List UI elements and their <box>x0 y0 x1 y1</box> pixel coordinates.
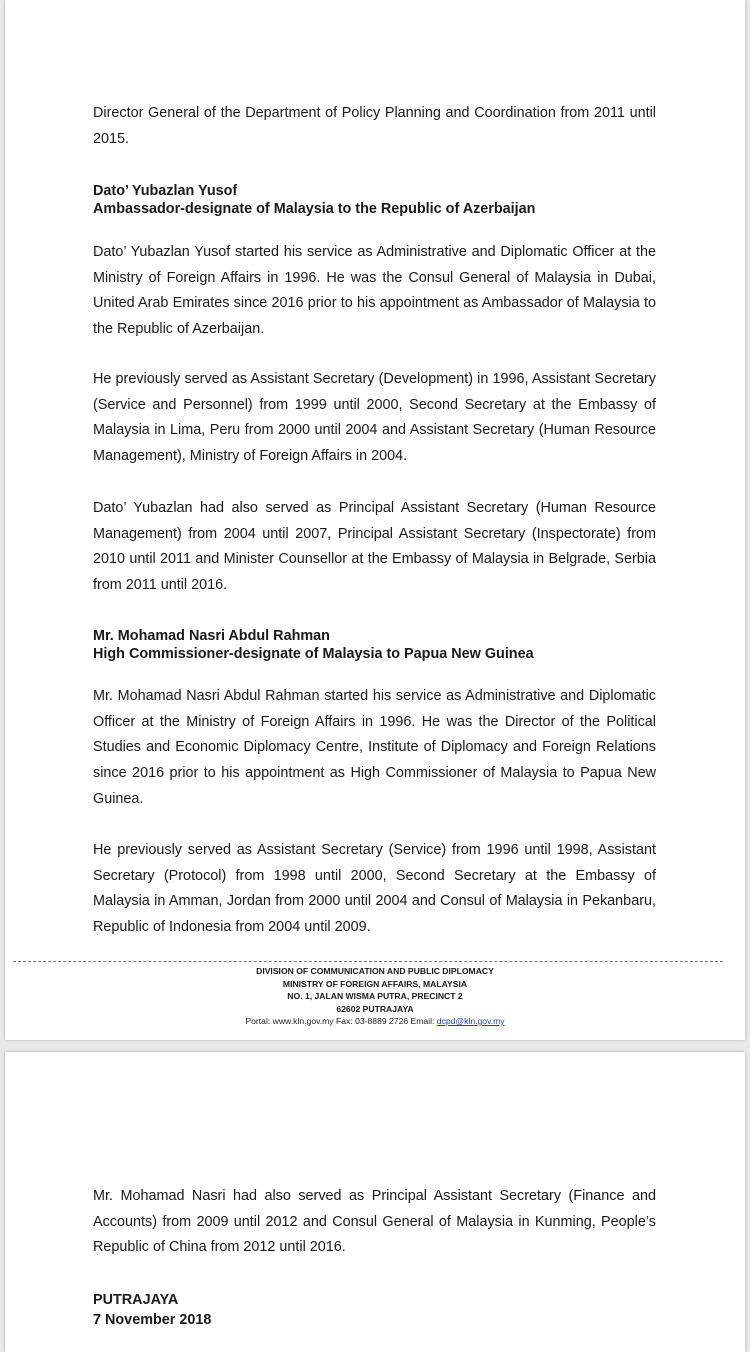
footer-divider <box>13 961 723 962</box>
nasri-paragraph-1: Mr. Mohamad Nasri Abdul Rahman started his service as Administrative and Diplomatic Officer at the Ministry of Foreign Affairs in 1996. He was the Director of the Political Studies and Economic Diplomacy Centre, Institute of Diplomacy and Foreign Relations since 2016 prior to his appointment as High Commissioner of Malaysia to Papua New Guinea. <box>93 688 656 807</box>
page-footer <box>5 965 745 1028</box>
footer-address: NO. 1, JALAN WISMA PUTRA, PRECINCT 2 <box>287 991 463 1001</box>
closing-date: 7 November 2018 <box>93 1312 212 1328</box>
intro-paragraph: Director General of the Department of Policy Planning and Coordination from 2011 until 2015. <box>93 105 656 147</box>
document-page-1 <box>5 0 745 1040</box>
footer-ministry: MINISTRY OF FOREIGN AFFAIRS, MALAYSIA <box>282 978 468 989</box>
yubazlan-paragraph-1: Dato’ Yubazlan Yusof started his service as Administrative and Diplomatic Officer at the Ministry of Foreign Affairs in 1996. He was the Consul General of Malaysia in Dubai, United Arab Emirates since 2016 prior to his appointment as Ambassador of Malaysia to the Republic of Azerbaijan. <box>93 244 656 338</box>
footer-portal-fax: Portal: www.kln.gov.my Fax: 03-8889 2726 Email: <box>245 1016 437 1026</box>
heading-title-azerbaijan: Ambassador-designate of Malaysia to the Republic of Azerbaijan <box>93 201 536 217</box>
yubazlan-paragraph-3: Dato’ Yubazlan had also served as Principal Assistant Secretary (Human Resource Management) from 2004 until 2007, Principal Assistant Secretary (Inspectorate) from 2010 until 2011 and Minister Counsellor at the Embassy of Malaysia in Belgrade, Serbia from 2011 until 2016. <box>93 500 656 594</box>
document-page-2 <box>5 1052 745 1352</box>
footer-email-link[interactable]: dcpd@kln.gov.my <box>436 1016 505 1026</box>
heading-name-yubazlan: Dato’ Yubazlan Yusof <box>93 183 238 199</box>
nasri-paragraph-2: He previously served as Assistant Secretary (Service) from 1996 until 1998, Assistant Secretary (Protocol) from 1998 until 2000, Second Secretary at the Embassy of Malaysia in Amman, Jordan from 2000 until 2004 and Consul of Malaysia in Pekanbaru, Republic of Indonesia from 2004 until 2009. <box>93 842 656 936</box>
heading-name-nasri: Mr. Mohamad Nasri Abdul Rahman <box>93 628 330 644</box>
heading-title-png: High Commissioner-designate of Malaysia to Papua New Guinea <box>93 646 534 662</box>
yubazlan-paragraph-2: He previously served as Assistant Secretary (Development) in 1996, Assistant Secretary (Service and Personnel) from 1999 until 2000, Second Secretary at the Embassy of Malaysia in Lima, Peru from 2000 until 2004 and Assistant Secretary (Human Resource Management), Ministry of Foreign Affairs in 2004. <box>93 371 656 465</box>
footer-division: DIVISION OF COMMUNICATION AND PUBLIC DIPLOMACY <box>256 966 494 976</box>
footer-postcode: 62602 PUTRAJAYA <box>336 1003 414 1014</box>
closing-place: PUTRAJAYA <box>93 1292 179 1308</box>
footer-contact <box>245 1016 504 1026</box>
nasri-paragraph-3: Mr. Mohamad Nasri had also served as Principal Assistant Secretary (Finance and Accounts) from 2009 until 2012 and Consul General of Malaysia in Kunming, People’s Republic of China from 2012 until 2016. <box>93 1188 656 1256</box>
